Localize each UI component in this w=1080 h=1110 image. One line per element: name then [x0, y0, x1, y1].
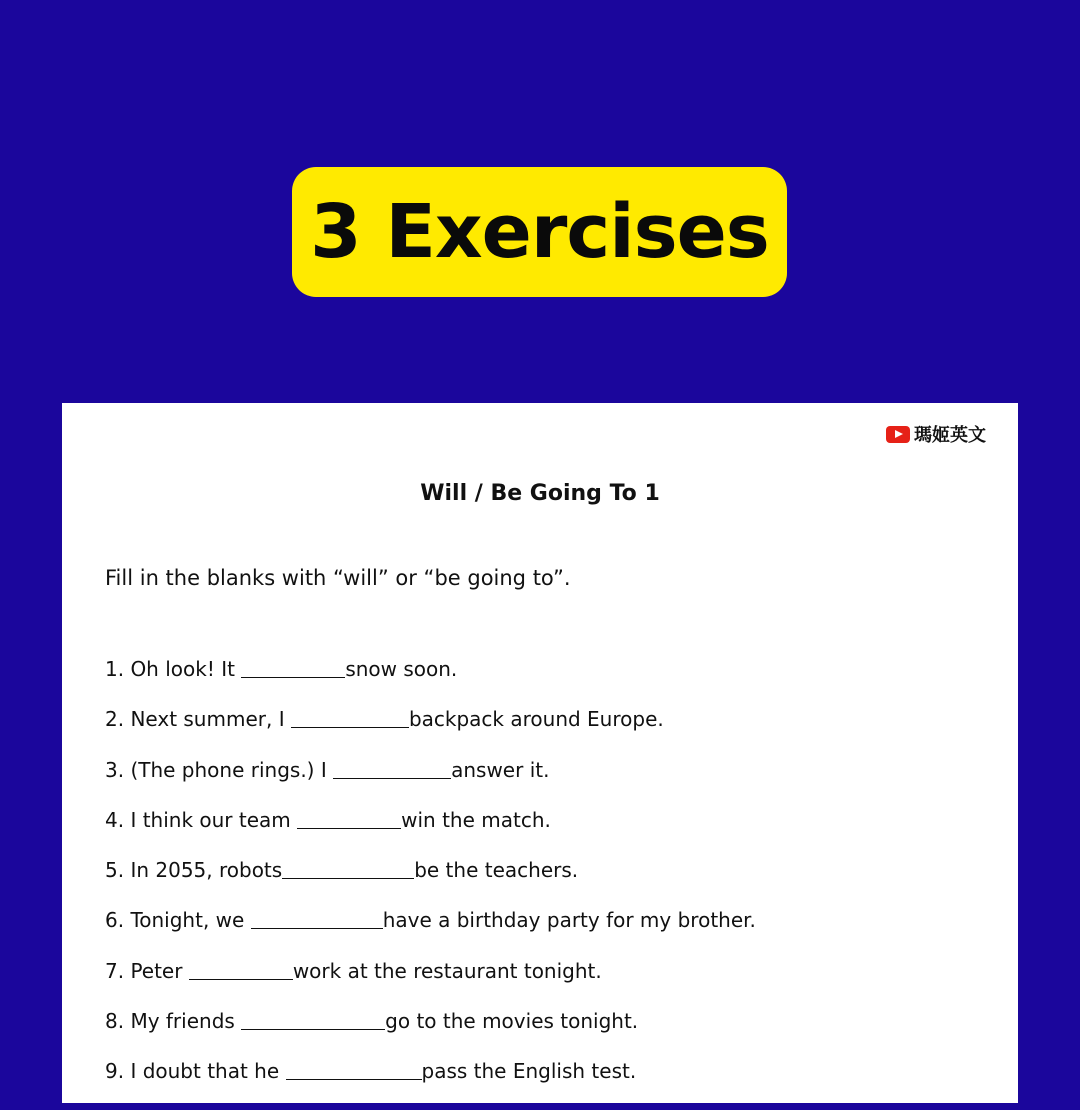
item-text-after: go to the movies tonight. — [385, 1009, 639, 1034]
answer-blank[interactable] — [241, 657, 345, 678]
answer-blank[interactable] — [189, 959, 293, 980]
exercise-item — [105, 758, 756, 808]
exercise-item — [105, 858, 756, 908]
item-text-before: 1. Oh look! It — [105, 657, 242, 681]
item-text-after: answer it. — [451, 757, 550, 782]
worksheet-title: Will / Be Going To 1 — [420, 481, 660, 506]
instructions: Fill in the blanks with “will” or “be going to”. — [105, 566, 571, 590]
exercise-item — [105, 657, 756, 707]
worksheet — [62, 403, 1018, 1103]
item-text-before: 4. I think our team — [105, 807, 298, 832]
item-text-before: 2. Next summer, I — [105, 707, 291, 732]
answer-blank[interactable] — [297, 808, 401, 829]
item-text-after: backpack around Europe. — [408, 707, 664, 732]
title-badge — [292, 167, 787, 297]
answer-blank[interactable] — [286, 1059, 422, 1080]
exercise-item — [105, 1059, 756, 1109]
item-text-before: 3. (The phone rings.) I — [105, 757, 334, 782]
exercise-item — [105, 1009, 756, 1059]
item-text-after: snow soon. — [345, 657, 458, 681]
exercise-list — [105, 657, 756, 1110]
brand — [886, 421, 986, 447]
answer-blank[interactable] — [241, 1009, 385, 1030]
exercise-item — [105, 959, 756, 1009]
brand-name: 瑪姬英文 — [914, 425, 986, 446]
answer-blank[interactable] — [291, 707, 409, 728]
answer-blank[interactable] — [333, 758, 451, 779]
item-text-before: 6. Tonight, we — [105, 908, 251, 933]
answer-blank[interactable] — [251, 908, 383, 929]
item-text-after: work at the restaurant tonight. — [292, 958, 602, 983]
youtube-icon — [886, 426, 910, 443]
exercise-item — [105, 707, 756, 757]
item-text-before: 8. My friends — [105, 1009, 242, 1034]
item-text-before: 7. Peter — [105, 958, 189, 983]
item-text-after: pass the English test. — [421, 1059, 637, 1084]
answer-blank[interactable] — [282, 858, 414, 879]
exercise-item — [105, 908, 756, 958]
item-text-before: 5. In 2055, robots — [105, 858, 283, 883]
page-title: 3 Exercises — [310, 189, 769, 275]
item-text-after: be the teachers. — [414, 858, 579, 883]
item-text-after: have a birthday party for my brother. — [382, 908, 756, 933]
exercise-item — [105, 808, 756, 858]
item-text-before: 9. I doubt that he — [105, 1059, 286, 1084]
item-text-after: win the match. — [401, 807, 551, 832]
